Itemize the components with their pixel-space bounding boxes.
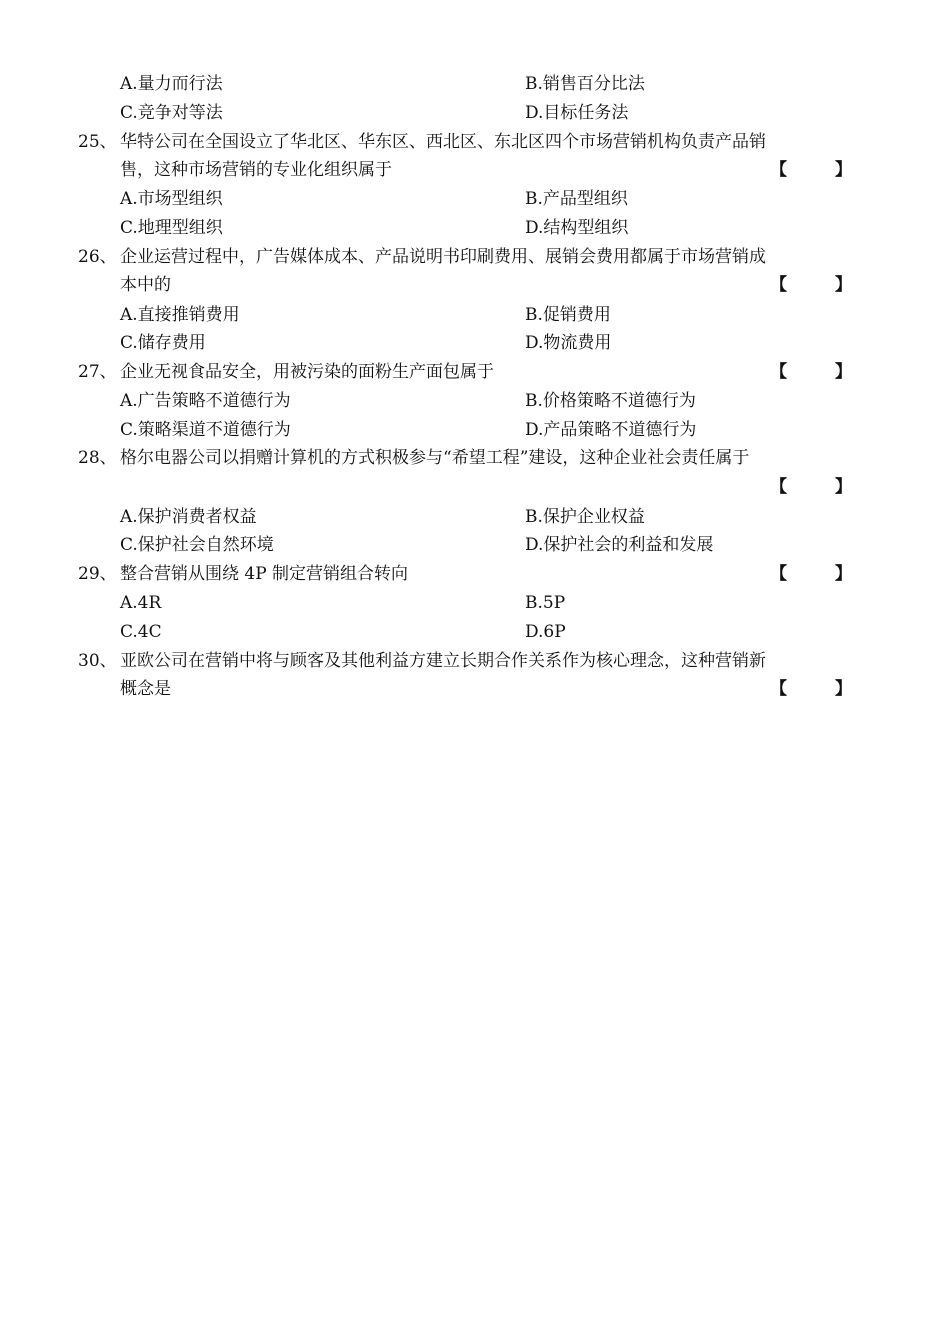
question-number: 29、 bbox=[78, 564, 117, 584]
question-number: 26、 bbox=[78, 247, 117, 267]
question-text-line: 企业无视食品安全，用被污染的面粉生产面包属于 bbox=[120, 362, 494, 382]
option-b: B.销售百分比法 bbox=[525, 74, 645, 94]
question-text-line: 华特公司在全国设立了华北区、华东区、西北区、东北区四个市场营销机构负责产品销 bbox=[120, 132, 766, 152]
question-text-line: 企业运营过程中，广告媒体成本、产品说明书印刷费用、展销会费用都属于市场营销成 bbox=[120, 247, 766, 267]
option-a: A.保护消费者权益 bbox=[120, 507, 257, 527]
option-c: C.储存费用 bbox=[120, 333, 206, 353]
option-a: A.直接推销费用 bbox=[120, 305, 240, 325]
question-number: 30、 bbox=[78, 651, 117, 671]
option-a: A.量力而行法 bbox=[120, 74, 223, 94]
exam-page: A.量力而行法 B.销售百分比法 C.竞争对等法 D.目标任务法 25、 华特公司在全国设立了华北区、华东区、西北区、东北区四个市场营销机构负责产品销 售，这种市场营销的专业化组织属于 【 】 A.市场型组织 B.产品型组织 C.地理型组织 D.结构型组织 26、 企业运营过程中，广告媒体成本、产品说明书印刷费用、展销会费用都属于市场营销成 本中的 【 】 A.直接推销费用 B.促销费用 C.储存费用 D.物流费用 27、 企业无视食品安全，用被污染的面粉生产面包属于 【 】 A.广告策略不道德行为 B.价格策略不道德行为 C.策略渠道不道德行为 D.产品策略不道德行为 28、 格尔电器公司以捐赠计算机的方式积极参与“希望工程”建设，这种企业社会责任属于 【 】 A.保护消费者权益 B.保护企业权益 C.保护社会自然环境 D.保护社会的利益和发展 29、 整合营销从围绕 4P 制定营销组合转向 【 】 A.4R B.5P C.4C D.6P 30、 亚欧公司在营销中将与顾客及其他利益方建立长期合作关系作为核心理念，这种营销新 概念是 【 】 bbox=[78, 74, 852, 699]
option-c: C.保护社会自然环境 bbox=[120, 535, 274, 555]
question-number: 27、 bbox=[78, 362, 117, 382]
question-number: 28、 bbox=[78, 448, 117, 468]
option-a: A.市场型组织 bbox=[120, 189, 223, 209]
option-a: A.4R bbox=[120, 593, 162, 613]
question-text-line: 整合营销从围绕 4P 制定营销组合转向 bbox=[120, 564, 409, 584]
question-text-line: 亚欧公司在营销中将与顾客及其他利益方建立长期合作关系作为核心理念，这种营销新 bbox=[120, 651, 766, 671]
option-b: B.5P bbox=[525, 593, 566, 613]
option-a: A.广告策略不道德行为 bbox=[120, 391, 291, 411]
question-text-line: 格尔电器公司以捐赠计算机的方式积极参与“希望工程”建设，这种企业社会责任属于 bbox=[120, 448, 750, 468]
question-text-line: 本中的 bbox=[120, 275, 171, 295]
option-b: B.保护企业权益 bbox=[525, 507, 645, 527]
option-d: D.保护社会的利益和发展 bbox=[525, 535, 714, 555]
option-b: B.促销费用 bbox=[525, 305, 611, 325]
question-text-line: 售，这种市场营销的专业化组织属于 bbox=[120, 160, 392, 180]
option-c: C.4C bbox=[120, 622, 162, 642]
option-c: C.竞争对等法 bbox=[120, 103, 223, 123]
option-d: D.结构型组织 bbox=[525, 218, 629, 238]
question-text-line: 概念是 bbox=[120, 679, 171, 699]
question-number: 25、 bbox=[78, 132, 117, 152]
option-b: B.价格策略不道德行为 bbox=[525, 391, 696, 411]
option-d: D.产品策略不道德行为 bbox=[525, 420, 697, 440]
option-d: D.物流费用 bbox=[525, 333, 612, 353]
option-c: C.策略渠道不道德行为 bbox=[120, 420, 291, 440]
option-b: B.产品型组织 bbox=[525, 189, 628, 209]
option-c: C.地理型组织 bbox=[120, 218, 223, 238]
option-d: D.目标任务法 bbox=[525, 103, 629, 123]
option-d: D.6P bbox=[525, 622, 566, 642]
